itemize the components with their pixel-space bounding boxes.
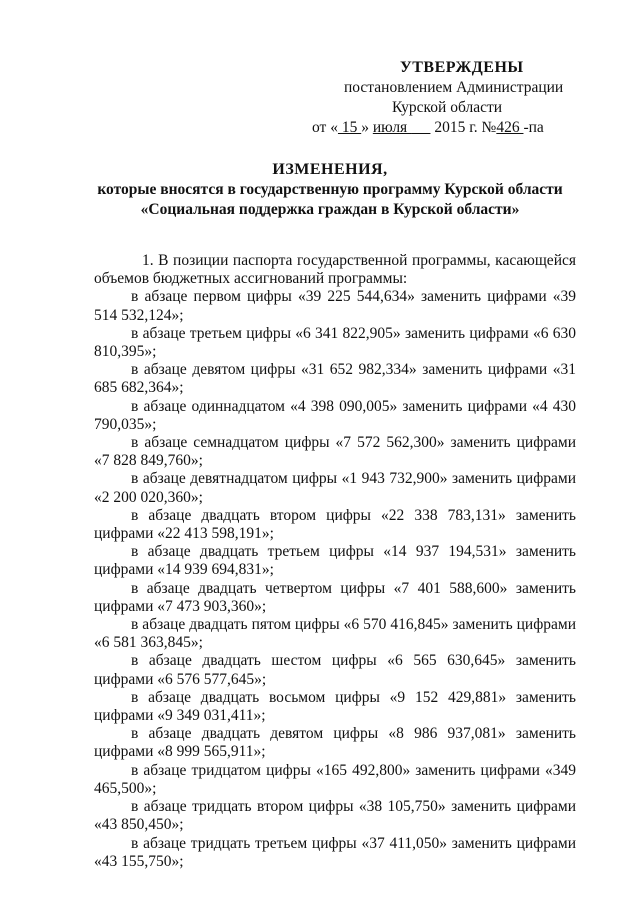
changes-list (94, 288, 576, 871)
date-mid: » (361, 119, 373, 136)
heading-line-3: «Социальная поддержка граждан в Курской области» (140, 201, 520, 218)
list-item: в абзаце тридцать третьем цифры «37 411,050» заменить цифрами «43 155,750»; (94, 834, 576, 870)
list-item: в абзаце двадцать втором цифры «22 338 783,131» заменить цифрами «22 413 598,191»; (94, 506, 576, 543)
approval-line-2: Курской области (392, 99, 503, 116)
list-item: в абзаце двадцать третьем цифры «14 937 194,531» заменить цифрами «14 939 694,831»; (94, 543, 576, 579)
date-number: 426 (496, 119, 524, 136)
date-blank (411, 119, 430, 136)
document-body (94, 252, 576, 871)
list-item: в абзаце девятнадцатом цифры «1 943 732,900» заменить цифрами «2 200 020,360»; (94, 470, 576, 506)
list-item: в абзаце двадцать восьмом цифры «9 152 429,881» заменить цифрами «9 349 031,411»; (94, 688, 576, 725)
list-item: в абзаце двадцать пятом цифры «6 570 416,845» заменить цифрами «6 581 363,845»; (94, 616, 576, 652)
list-item: в абзаце двадцать девятом цифры «8 986 937,081» заменить цифрами «8 999 565,911»; (94, 725, 576, 761)
list-item: в абзаце семнадцатом цифры «7 572 562,300» заменить цифрами «7 828 849,760»; (94, 434, 576, 470)
date-day: 15 (337, 119, 362, 136)
approval-line-1: постановлением Администрации (344, 79, 564, 96)
date-year: 2015 г. № (430, 119, 497, 136)
list-item: в абзаце девятом цифры «31 652 982,334» заменить цифрами «31 685 682,364»; (94, 361, 576, 397)
date-suffix: -па (523, 119, 544, 136)
list-item: в абзаце тридцать втором цифры «38 105,750» заменить цифрами «43 850,450»; (94, 798, 576, 834)
list-item: в абзаце двадцать шестом цифры «6 565 630,645» заменить цифрами «6 576 577,645»; (94, 652, 576, 688)
list-item: в абзаце тридцатом цифры «165 492,800» заменить цифрами «349 465,500»; (94, 761, 576, 797)
heading-line-2: которые вносятся в государственную программу Курской области (97, 181, 563, 198)
date-month: июля (372, 119, 412, 136)
list-item: в абзаце первом цифры «39 225 544,634» заменить цифрами «39 514 532,124»; (94, 288, 576, 324)
list-item: в абзаце третьем цифры «6 341 822,905» заменить цифрами «6 630 810,395»; (94, 324, 576, 361)
heading-title: ИЗМЕНЕНИЯ, (272, 161, 388, 178)
list-item: в абзаце одиннадцатом «4 398 090,005» заменить цифрами «4 430 790,035»; (94, 397, 576, 433)
approval-date-line (308, 118, 588, 138)
document-heading (60, 160, 600, 220)
approval-block (308, 58, 588, 138)
list-item: в абзаце двадцать четвертом цифры «7 401 588,600» заменить цифрами «7 473 903,360»; (94, 579, 576, 615)
intro-paragraph: 1. В позиции паспорта государственной программы, касающейся объемов бюджетных ассигнований программы: (94, 252, 576, 288)
approval-title: УТВЕРЖДЕНЫ (400, 59, 524, 76)
date-prefix: от « (312, 119, 338, 136)
